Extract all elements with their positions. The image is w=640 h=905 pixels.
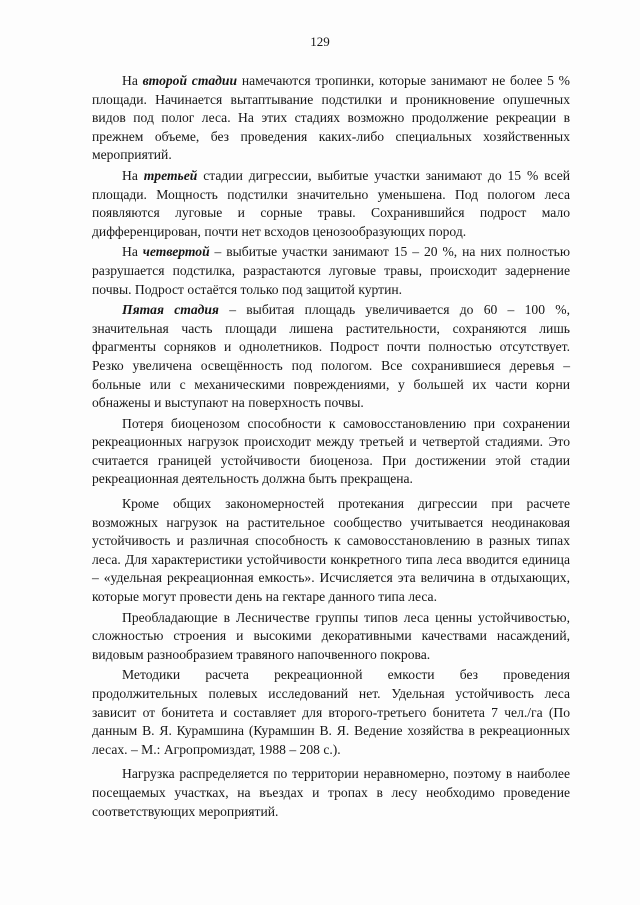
- page-body: [92, 72, 570, 823]
- paragraph-stability-boundary: Потеря биоценозом способности к самовосстановлению при сохранении рекреационных нагрузок происходит между третьей и четвертой стадиями. Это считается границей устойчивости биоценоза. При достижении этой стадии рекреационная деятельность должна быть прекращена.: [92, 415, 570, 487]
- term-second-stage: второй стадии: [142, 73, 238, 88]
- paragraph-recreational-capacity: Кроме общих закономерностей протекания дигрессии при расчете возможных нагрузок на растительное сообщество учитывается неодинаковая устойчивость и различная способность к самовосстановлению в разных типах леса. Для характеристики устойчивости конкретного типа леса вводится единица – «удельная рекреационная емкость». Исчисляется эта величина в отдыхающих, которые могут провести день на гектаре данного типа леса.: [92, 496, 570, 605]
- paragraph-fourth-stage: На четвертой – выбитые участки занимают 15 – 20 %, на них полностью разрушается подстилка, разрастаются луговые травы, происходит задернение почвы. Подрост остаётся только под защитой куртин.: [92, 244, 570, 297]
- paragraph-second-stage: На второй стадии намечаются тропинки, которые занимают не более 5 % площади. Начинается вытаптывание подстилки и проникновение опушечных видов под полог леса. На этих стадиях возможно продолжение рекреации в прежнем объеме, без проведения каких-либо специальных хозяйственных мероприятий.: [92, 73, 571, 163]
- page-number: 129: [310, 34, 330, 49]
- paragraph-methods: Методики расчета рекреационной емкости без проведения продолжительных полевых исследований нет. Удельная устойчивость леса зависит от бонитета и составляет для второго-третьего бонитета 7 чел./га (По данным В. Я. Курамшина (Курамшин В. Я. Ведение хозяйства в рекреационных лесах. – М.: Агропромиздат, 1988 – 208 с.).: [92, 667, 570, 757]
- term-fifth-stage: Пятая стадия: [122, 302, 219, 318]
- paragraph-forest-types: Преобладающие в Лесничестве группы типов леса ценны устойчивостью, сложностью строения и высокими декоративными качествами насаждений, видовым разнообразием травяного напочвенного покрова.: [92, 609, 570, 662]
- paragraph-load-distribution: Нагрузка распределяется по территории неравномерно, поэтому в наиболее посещаемых участках, на въездах и тропах в лесу необходимо проведение соответствующих мероприятий.: [92, 766, 570, 819]
- term-third-stage: третьей: [143, 167, 198, 183]
- paragraph-fifth-stage: Пятая стадия – выбитая площадь увеличивается до 60 – 100 %, значительная часть площади лишена растительности, сохраняются лишь фрагменты сорняков и однолетников. Подрост почти полностью отсутствует. Резко увеличена освещённость под пологом. Все сохранившиеся деревья – больные или с механическими повреждениями, у большей их части корни обнажены и выступают на поверхность почвы.: [92, 302, 571, 411]
- term-fourth-stage: четвертой: [142, 244, 210, 260]
- paragraph-third-stage: На третьей стадии дигрессии, выбитые участки занимают до 15 % всей площади. Мощность подстилки значительно уменьшена. Под пологом леса появляются луговые и сорные травы. Сохранившийся подрост мало дифференцирован, почти нет всходов ценозообразующих пород.: [92, 167, 571, 239]
